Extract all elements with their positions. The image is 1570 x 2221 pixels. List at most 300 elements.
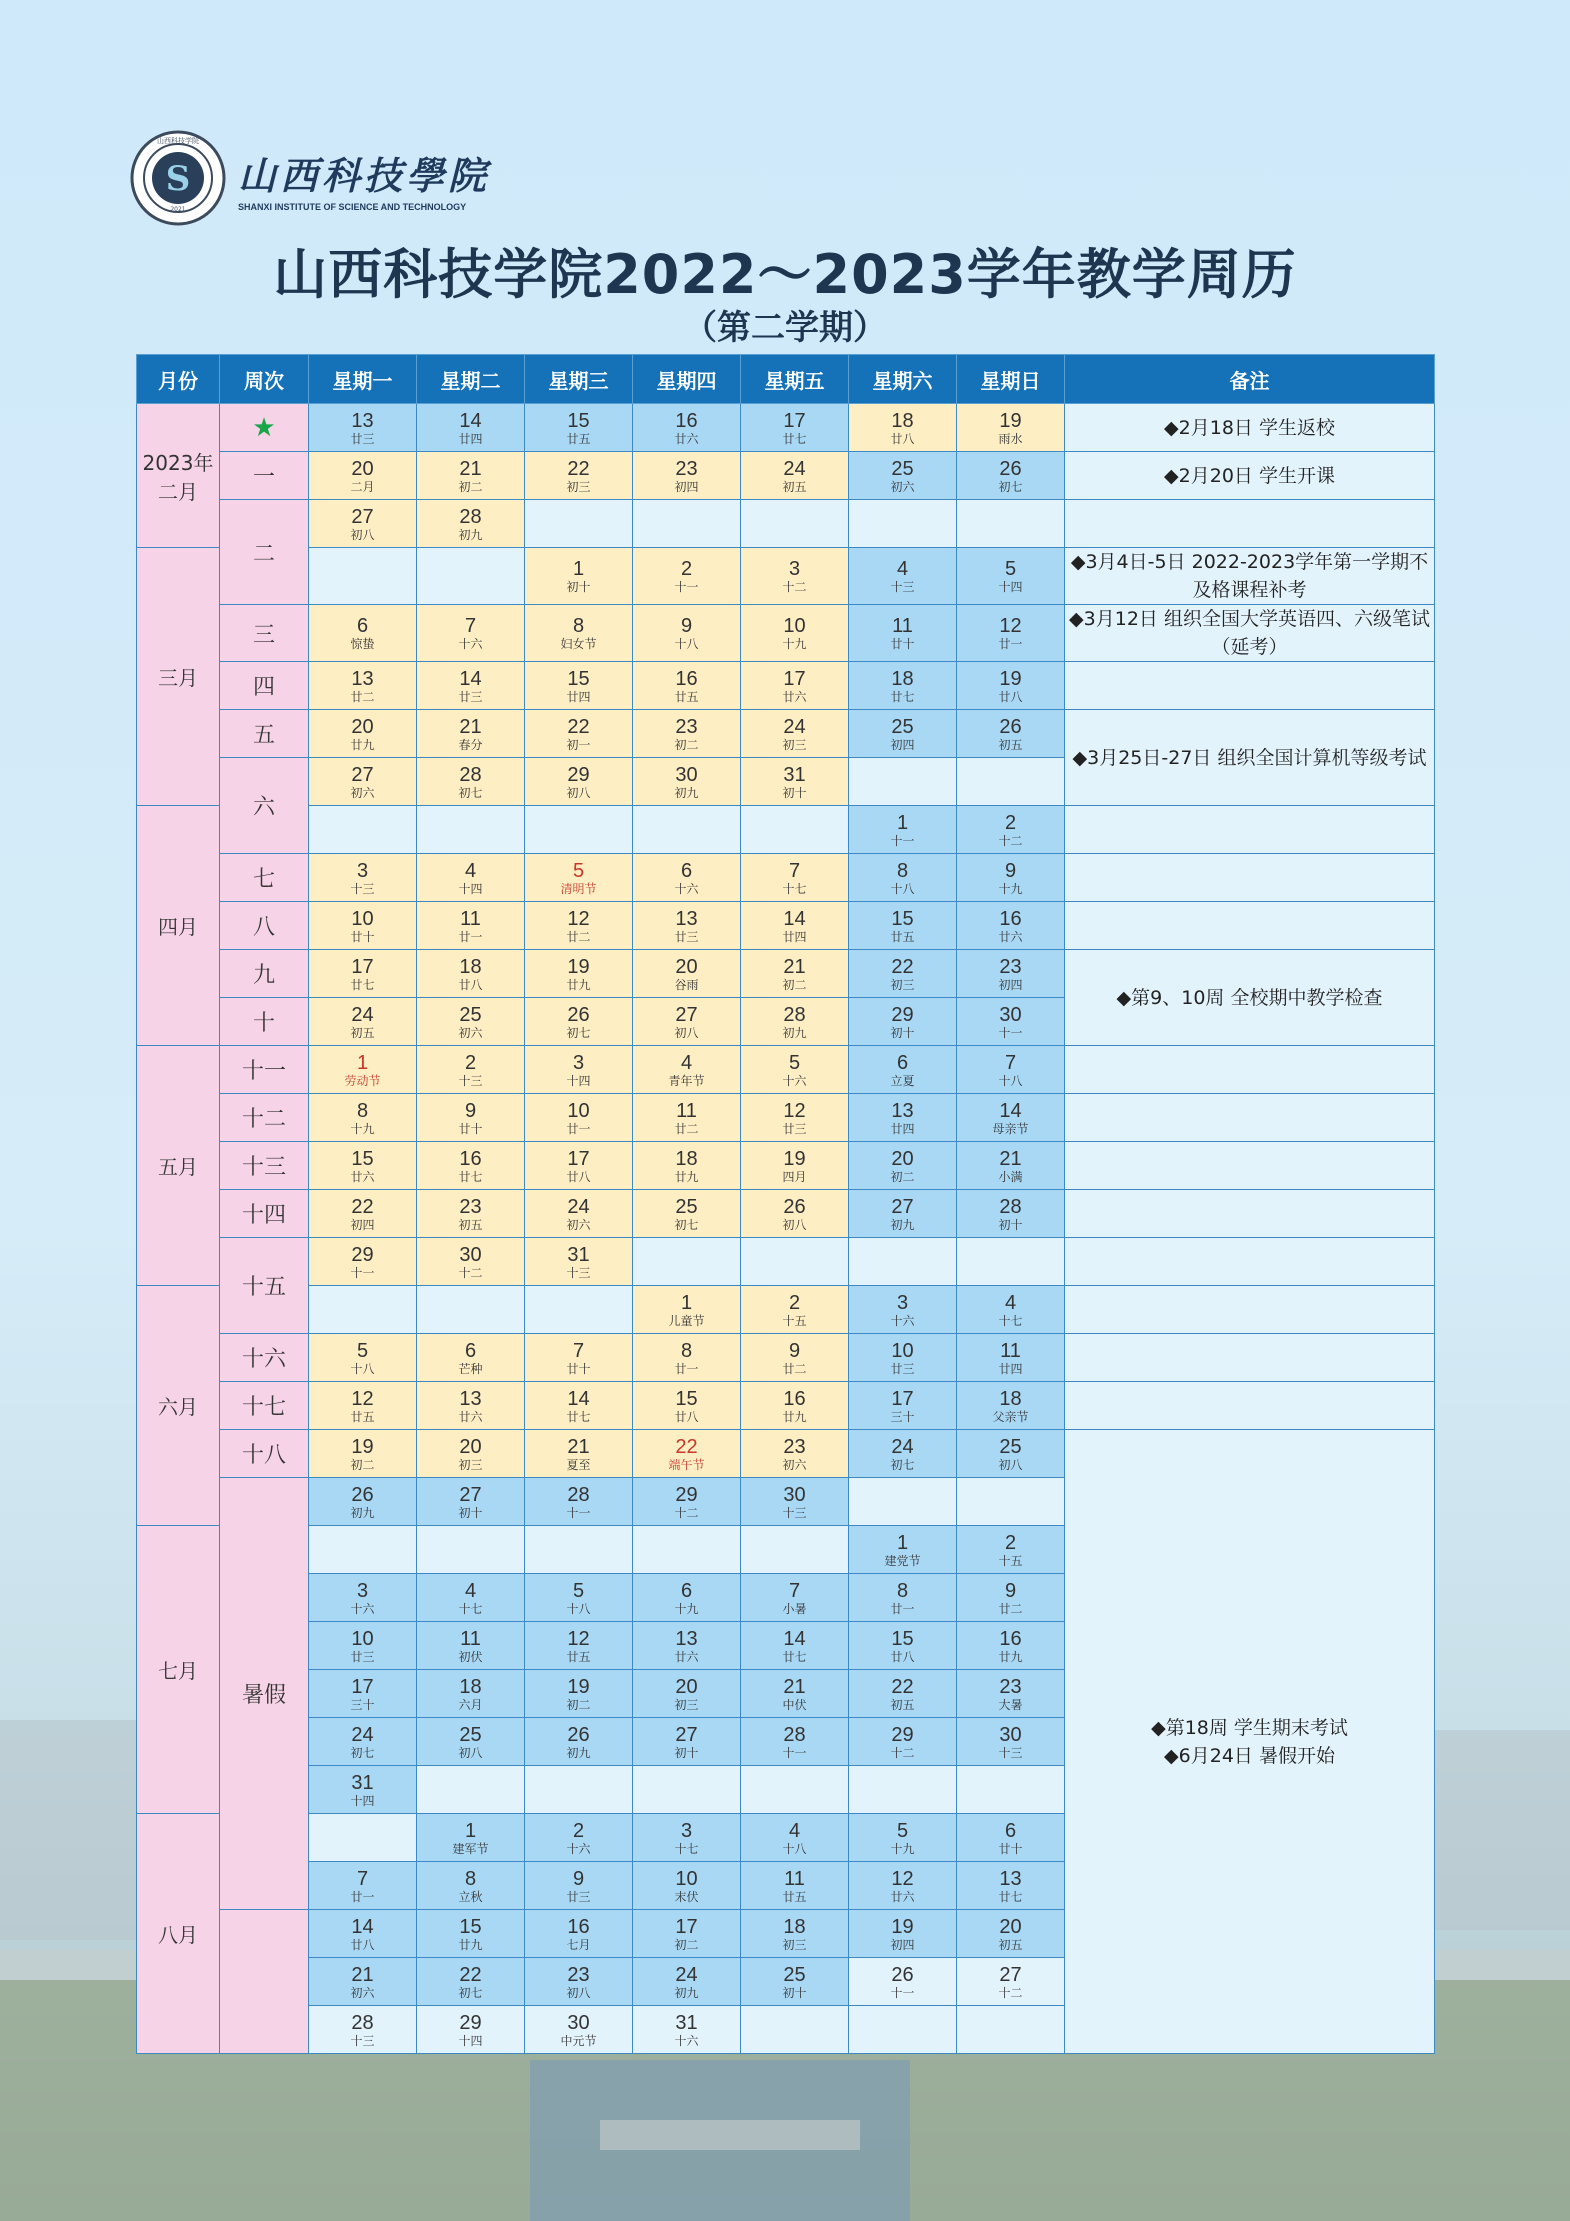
day-number: 25 — [783, 1963, 806, 1986]
day-cell — [957, 902, 1065, 950]
lunar-date: 建军节 — [452, 1841, 489, 1856]
day-number: 28 — [783, 1003, 806, 1026]
day-number: 17 — [783, 667, 806, 690]
day-cell — [741, 1910, 849, 1958]
lunar-date: 初五 — [782, 479, 807, 494]
lunar-date: 廿七 — [782, 431, 807, 446]
day-cell — [633, 1718, 741, 1766]
day-cell — [525, 1094, 633, 1142]
day-number: 26 — [999, 457, 1022, 480]
day-cell — [309, 1046, 417, 1094]
day-number: 26 — [891, 1963, 914, 1986]
lunar-date: 初九 — [890, 1217, 915, 1232]
lunar-date: 初四 — [890, 1937, 915, 1952]
day-number: 30 — [783, 1483, 806, 1506]
week-cell: 十一 — [220, 1046, 309, 1094]
day-cell — [849, 1046, 957, 1094]
day-number: 23 — [999, 955, 1022, 978]
day-cell — [741, 1334, 849, 1382]
day-number: 13 — [351, 667, 374, 690]
day-number: 11 — [460, 1627, 481, 1650]
day-number: 16 — [675, 409, 698, 432]
day-cell — [417, 1190, 525, 1238]
lunar-date: 廿八 — [998, 689, 1023, 704]
lunar-date: 廿四 — [890, 1121, 915, 1136]
day-number: 5 — [1004, 558, 1017, 580]
lunar-date: 初六 — [890, 479, 915, 494]
week-cell: 十三 — [220, 1142, 309, 1190]
lunar-date: 十二 — [890, 1745, 915, 1760]
lunar-date: 初三 — [566, 479, 591, 494]
day-number: 22 — [459, 1963, 482, 1986]
day-number: 4 — [896, 558, 909, 580]
day-number: 12 — [567, 1627, 590, 1650]
day-cell — [525, 662, 633, 710]
day-cell — [849, 1286, 957, 1334]
day-cell — [741, 1430, 849, 1478]
day-cell — [849, 1814, 957, 1862]
lunar-date: 十一 — [566, 1505, 591, 1520]
teaching-calendar-table — [136, 354, 1435, 2054]
day-number: 8 — [896, 1579, 909, 1602]
day-cell — [957, 854, 1065, 902]
table-row — [137, 1190, 1435, 1238]
day-cell — [309, 500, 417, 548]
day-cell — [633, 1622, 741, 1670]
day-number: 24 — [351, 1723, 374, 1746]
day-cell — [849, 1094, 957, 1142]
day-number: 15 — [351, 1147, 374, 1170]
day-cell — [633, 710, 741, 758]
lunar-date: 十一 — [674, 580, 699, 594]
day-cell — [633, 950, 741, 998]
day-number: 9 — [464, 1099, 477, 1122]
day-number: 7 — [788, 1579, 801, 1602]
day-number: 30 — [675, 763, 698, 786]
lunar-date: 十八 — [782, 1841, 807, 1856]
month-cell: 五月 — [137, 1046, 220, 1286]
lunar-date: 廿二 — [566, 929, 591, 944]
lunar-date: 廿九 — [998, 1649, 1023, 1664]
day-cell — [525, 1958, 633, 2006]
day-number: 23 — [567, 1963, 590, 1986]
day-number: 4 — [1004, 1291, 1017, 1314]
lunar-date: 二月 — [350, 479, 375, 494]
day-number: 20 — [675, 955, 698, 978]
day-cell — [417, 1430, 525, 1478]
empty-day-cell — [525, 806, 633, 854]
day-number: 17 — [351, 955, 374, 978]
lunar-date: 初七 — [998, 479, 1023, 494]
day-number: 7 — [356, 1867, 369, 1890]
day-cell — [525, 1238, 633, 1286]
day-cell — [849, 1190, 957, 1238]
empty-day-cell — [957, 1766, 1065, 1814]
empty-day-cell — [849, 1478, 957, 1526]
lunar-date: 初二 — [674, 1937, 699, 1952]
lunar-date: 廿五 — [350, 1409, 375, 1424]
day-number: 8 — [680, 1339, 693, 1362]
lunar-date: 初二 — [674, 737, 699, 752]
day-number: 9 — [788, 1339, 801, 1362]
remark-cell — [1065, 902, 1435, 950]
lunar-date: 七月 — [566, 1937, 591, 1952]
week-cell: 十七 — [220, 1382, 309, 1430]
lunar-date: 廿六 — [674, 431, 699, 446]
month-cell: 四月 — [137, 806, 220, 1046]
day-cell — [417, 1910, 525, 1958]
day-cell — [309, 605, 417, 662]
day-cell — [957, 1958, 1065, 2006]
day-number: 30 — [999, 1003, 1022, 1026]
lunar-date: 十四 — [458, 881, 483, 896]
day-cell — [741, 1478, 849, 1526]
lunar-date: 廿七 — [566, 1409, 591, 1424]
lunar-date: 廿五 — [566, 431, 591, 446]
lunar-date: 廿六 — [890, 1889, 915, 1904]
lunar-date: 初八 — [566, 785, 591, 800]
day-number: 3 — [572, 1051, 585, 1074]
lunar-date: 初六 — [782, 1457, 807, 1472]
lunar-date: 末伏 — [674, 1889, 699, 1904]
day-cell — [525, 548, 633, 605]
day-number: 24 — [351, 1003, 374, 1026]
day-number: 25 — [675, 1195, 698, 1218]
day-number: 26 — [999, 715, 1022, 738]
day-number: 13 — [459, 1387, 482, 1410]
lunar-date: 初十 — [890, 1025, 915, 1040]
day-cell — [309, 452, 417, 500]
lunar-date: 廿七 — [890, 689, 915, 704]
table-row — [137, 452, 1435, 500]
day-cell — [957, 1334, 1065, 1382]
day-cell — [417, 404, 525, 452]
remark-cell: ◆3月25日-27日 组织全国计算机等级考试 — [1065, 710, 1435, 806]
lunar-date: 十一 — [350, 1265, 375, 1280]
day-number: 20 — [999, 1915, 1022, 1938]
day-number: 1 — [896, 1531, 909, 1554]
day-number: 20 — [675, 1675, 698, 1698]
day-cell — [957, 1574, 1065, 1622]
day-number: 18 — [891, 409, 914, 432]
day-cell — [633, 1142, 741, 1190]
day-cell — [525, 1334, 633, 1382]
table-row — [137, 1238, 1435, 1286]
day-number: 2 — [464, 1051, 477, 1074]
day-number: 16 — [459, 1147, 482, 1170]
lunar-date: 十九 — [998, 881, 1023, 896]
day-cell — [309, 854, 417, 902]
lunar-date: 初二 — [566, 1697, 591, 1712]
day-cell — [417, 1862, 525, 1910]
week-cell: 一 — [220, 452, 309, 500]
day-cell — [309, 1094, 417, 1142]
lunar-date: 廿一 — [458, 929, 483, 944]
day-number: 1 — [680, 1291, 693, 1314]
lunar-date: 廿八 — [566, 1169, 591, 1184]
day-cell — [309, 1190, 417, 1238]
lunar-date: 初二 — [890, 1169, 915, 1184]
day-cell — [741, 1382, 849, 1430]
day-number: 10 — [351, 1627, 374, 1650]
empty-day-cell — [309, 1286, 417, 1334]
day-cell — [633, 1910, 741, 1958]
day-cell — [633, 1334, 741, 1382]
day-cell — [849, 1670, 957, 1718]
table-row — [137, 950, 1435, 998]
lunar-date: 十二 — [998, 833, 1023, 848]
day-number: 28 — [351, 2011, 374, 2034]
lunar-date: 初七 — [458, 785, 483, 800]
lunar-date: 廿三 — [890, 1361, 915, 1376]
week-cell: 七 — [220, 854, 309, 902]
day-number: 17 — [675, 1915, 698, 1938]
lunar-date: 谷雨 — [674, 977, 699, 992]
lunar-date: 初七 — [674, 1217, 699, 1232]
day-number: 13 — [999, 1867, 1022, 1890]
day-number: 9 — [1004, 859, 1017, 882]
day-cell — [417, 1814, 525, 1862]
lunar-date: 初十 — [782, 1985, 807, 2000]
day-cell — [957, 452, 1065, 500]
lunar-date: 十二 — [998, 1985, 1023, 2000]
week-cell: 十四 — [220, 1190, 309, 1238]
day-cell — [633, 1478, 741, 1526]
day-cell — [957, 605, 1065, 662]
day-cell — [957, 1142, 1065, 1190]
day-cell — [957, 1094, 1065, 1142]
day-cell — [741, 404, 849, 452]
day-cell — [417, 758, 525, 806]
lunar-date: 劳动节 — [344, 1073, 381, 1088]
remark-cell: ◆第9、10周 全校期中教学检查 — [1065, 950, 1435, 1046]
week-cell: 五 — [220, 710, 309, 758]
day-cell — [309, 404, 417, 452]
table-row — [137, 1334, 1435, 1382]
day-cell — [309, 1430, 417, 1478]
day-cell — [849, 662, 957, 710]
week-cell — [220, 1910, 309, 2054]
column-header: 备注 — [1065, 355, 1435, 404]
empty-day-cell — [957, 2006, 1065, 2054]
lunar-date: 青年节 — [668, 1073, 705, 1088]
day-cell — [741, 1862, 849, 1910]
empty-day-cell — [849, 758, 957, 806]
day-cell — [309, 1478, 417, 1526]
school-seal-icon — [130, 130, 226, 226]
lunar-date: 廿四 — [458, 431, 483, 446]
lunar-date: 十六 — [350, 1601, 375, 1616]
lunar-date: 廿六 — [782, 689, 807, 704]
day-number: 6 — [464, 1339, 477, 1362]
column-header: 星期三 — [525, 355, 633, 404]
day-cell — [309, 2006, 417, 2054]
day-number: 30 — [567, 2011, 590, 2034]
day-number: 5 — [572, 1579, 585, 1602]
day-cell — [849, 806, 957, 854]
table-row — [137, 710, 1435, 758]
day-cell — [309, 1958, 417, 2006]
column-header: 月份 — [137, 355, 220, 404]
day-cell — [633, 1814, 741, 1862]
day-number: 25 — [891, 457, 914, 480]
lunar-date: 廿八 — [890, 1649, 915, 1664]
day-number: 18 — [459, 955, 482, 978]
day-number: 8 — [464, 1867, 477, 1890]
day-cell — [741, 1814, 849, 1862]
day-number: 16 — [783, 1387, 806, 1410]
week-cell: 四 — [220, 662, 309, 710]
day-number: 11 — [460, 907, 481, 930]
table-row — [137, 1094, 1435, 1142]
lunar-date: 初八 — [458, 1745, 483, 1760]
week-cell: 二 — [220, 500, 309, 605]
day-number: 15 — [891, 907, 914, 930]
day-cell — [633, 404, 741, 452]
day-number: 27 — [675, 1003, 698, 1026]
day-cell — [309, 1622, 417, 1670]
lunar-date: 初四 — [674, 479, 699, 494]
day-number: 23 — [675, 457, 698, 480]
day-cell — [417, 1622, 525, 1670]
lunar-date: 十一 — [998, 1025, 1023, 1040]
lunar-date: 中元节 — [560, 2033, 597, 2048]
day-cell — [309, 1670, 417, 1718]
table-row — [137, 1142, 1435, 1190]
lunar-date: 初十 — [566, 580, 591, 594]
day-cell — [525, 1574, 633, 1622]
day-number: 18 — [783, 1915, 806, 1938]
day-cell — [417, 1094, 525, 1142]
lunar-date: 十七 — [782, 881, 807, 896]
day-number: 7 — [464, 615, 477, 637]
day-number: 2 — [1004, 1531, 1017, 1554]
day-cell — [849, 1142, 957, 1190]
table-row — [137, 605, 1435, 662]
day-number: 23 — [999, 1675, 1022, 1698]
lunar-date: 十五 — [782, 1313, 807, 1328]
lunar-date: 初四 — [350, 1217, 375, 1232]
table-row — [137, 854, 1435, 902]
day-number: 3 — [680, 1819, 693, 1842]
table-row — [137, 404, 1435, 452]
lunar-date: 十八 — [350, 1361, 375, 1376]
lunar-date: 十六 — [674, 2033, 699, 2048]
day-cell — [633, 1094, 741, 1142]
lunar-date: 十一 — [890, 1985, 915, 2000]
lunar-date: 初九 — [458, 527, 483, 542]
lunar-date: 初五 — [458, 1217, 483, 1232]
lunar-date: 廿四 — [566, 689, 591, 704]
day-number: 21 — [459, 715, 482, 738]
lunar-date: 廿八 — [458, 977, 483, 992]
day-number: 31 — [351, 1771, 374, 1794]
day-cell — [741, 662, 849, 710]
day-number: 27 — [891, 1195, 914, 1218]
empty-day-cell — [849, 500, 957, 548]
empty-day-cell — [957, 500, 1065, 548]
day-cell — [741, 1046, 849, 1094]
day-cell — [957, 1670, 1065, 1718]
day-number: 26 — [351, 1483, 374, 1506]
empty-day-cell — [849, 1238, 957, 1286]
day-cell — [417, 1334, 525, 1382]
day-cell — [525, 605, 633, 662]
lunar-date: 十二 — [458, 1265, 483, 1280]
lunar-date: 十九 — [674, 1601, 699, 1616]
day-number: 1 — [464, 1819, 477, 1842]
day-number: 11 — [676, 1099, 697, 1122]
column-header: 星期日 — [957, 355, 1065, 404]
lunar-date: 廿三 — [350, 1649, 375, 1664]
day-cell — [417, 902, 525, 950]
day-number: 8 — [356, 1099, 369, 1122]
day-number: 1 — [356, 1051, 369, 1074]
day-number: 27 — [999, 1963, 1022, 1986]
day-cell — [417, 1382, 525, 1430]
day-number: 22 — [891, 955, 914, 978]
day-cell — [957, 662, 1065, 710]
day-number: 25 — [459, 1723, 482, 1746]
day-number: 19 — [351, 1435, 374, 1458]
day-cell — [849, 1382, 957, 1430]
lunar-date: 十四 — [458, 2033, 483, 2048]
day-cell — [525, 452, 633, 500]
day-cell — [633, 548, 741, 605]
remark-cell — [1065, 500, 1435, 548]
day-cell — [525, 1142, 633, 1190]
lunar-date: 十九 — [782, 637, 807, 651]
day-number: 23 — [675, 715, 698, 738]
day-cell — [957, 1526, 1065, 1574]
lunar-date: 廿九 — [350, 737, 375, 752]
day-number: 6 — [356, 615, 369, 637]
lunar-date: 小满 — [998, 1169, 1023, 1184]
lunar-date: 廿十 — [458, 1121, 483, 1136]
lunar-date: 初二 — [350, 1457, 375, 1472]
month-cell: 八月 — [137, 1814, 220, 2054]
lunar-date: 雨水 — [998, 431, 1023, 446]
day-cell — [849, 710, 957, 758]
day-cell — [417, 1958, 525, 2006]
lunar-date: 初三 — [674, 1697, 699, 1712]
day-number: 6 — [680, 1579, 693, 1602]
empty-day-cell — [741, 1526, 849, 1574]
lunar-date: 十三 — [350, 2033, 375, 2048]
lunar-date: 初一 — [566, 737, 591, 752]
empty-day-cell — [417, 806, 525, 854]
day-cell — [957, 1382, 1065, 1430]
day-number: 19 — [567, 955, 590, 978]
day-number: 12 — [891, 1867, 914, 1890]
empty-day-cell — [525, 500, 633, 548]
lunar-date: 十四 — [566, 1073, 591, 1088]
day-number: 1 — [572, 558, 585, 580]
day-cell — [957, 1190, 1065, 1238]
day-number: 22 — [351, 1195, 374, 1218]
day-cell — [849, 605, 957, 662]
day-cell — [525, 1622, 633, 1670]
lunar-date: 初四 — [998, 977, 1023, 992]
day-number: 10 — [675, 1867, 698, 1890]
lunar-date: 十七 — [458, 1601, 483, 1616]
empty-day-cell — [417, 1766, 525, 1814]
remark-cell — [1065, 1238, 1435, 1286]
lunar-date: 十六 — [674, 881, 699, 896]
table-row — [137, 806, 1435, 854]
day-cell — [741, 854, 849, 902]
day-number: 3 — [896, 1291, 909, 1314]
